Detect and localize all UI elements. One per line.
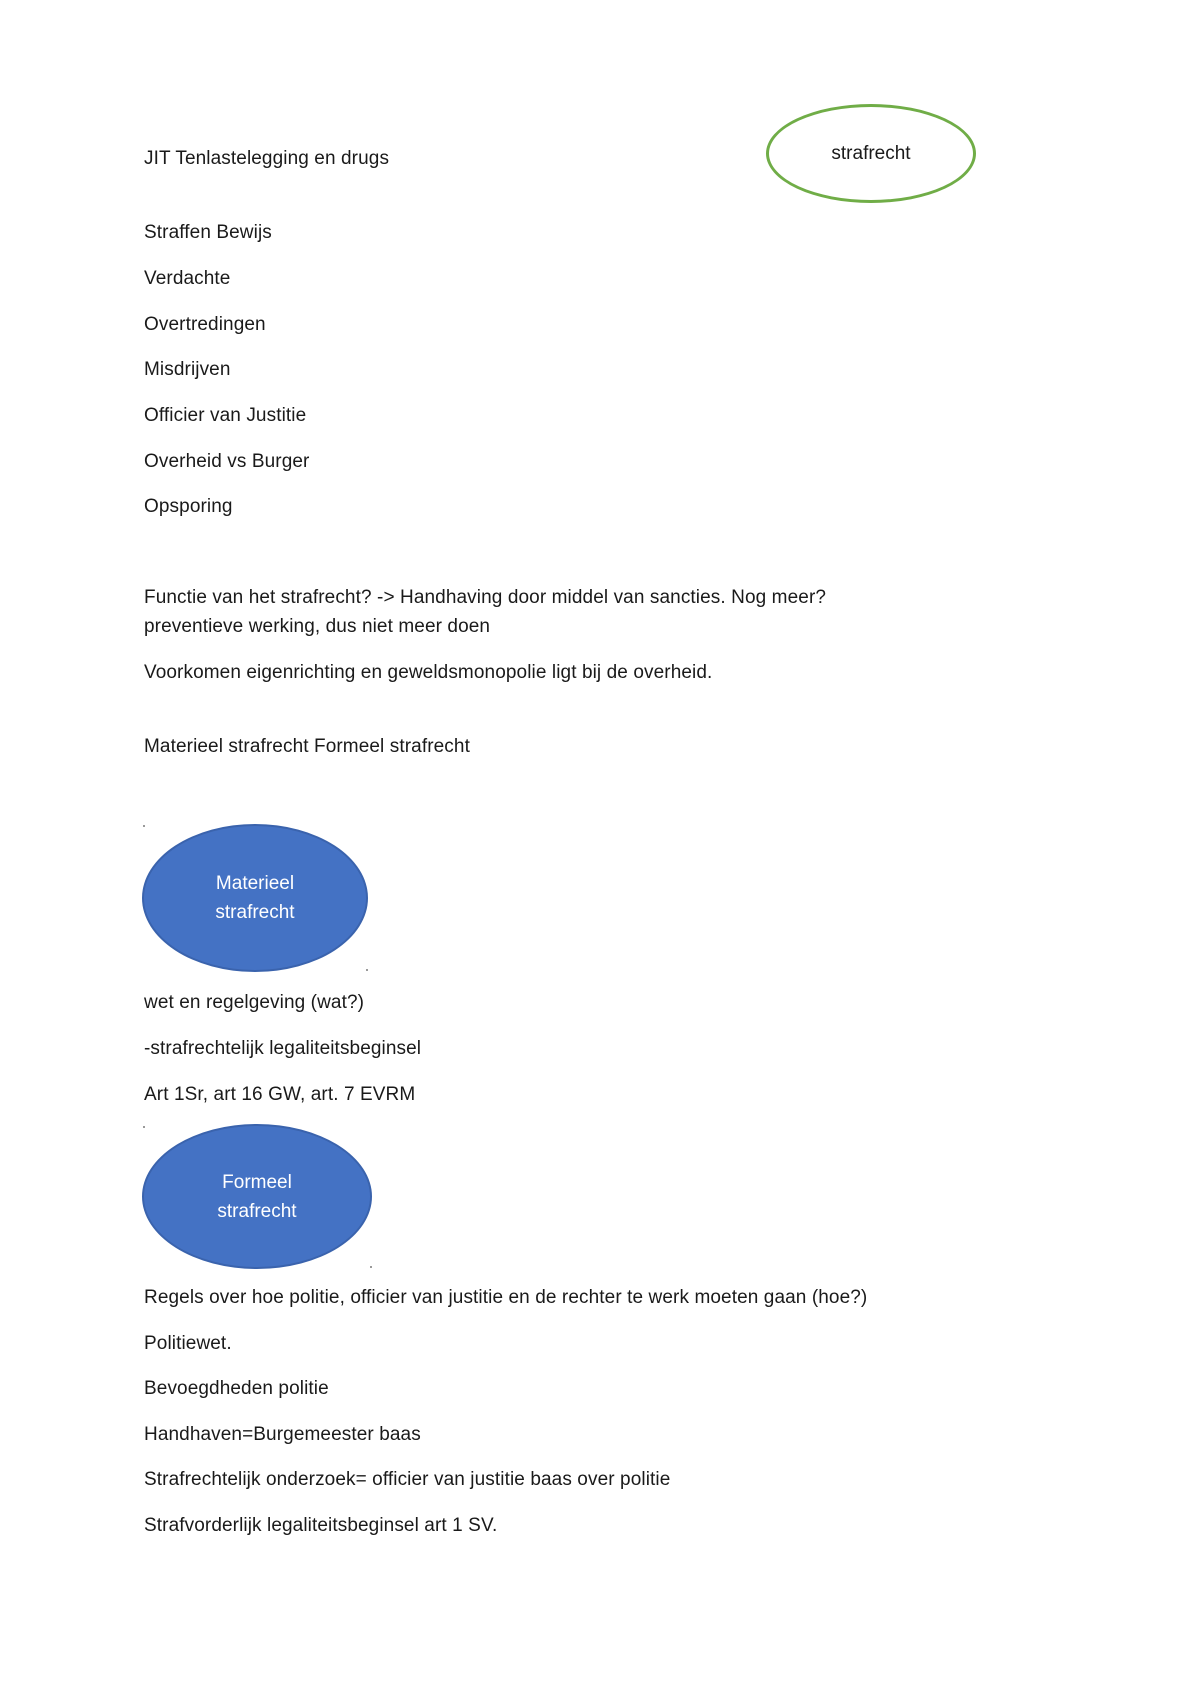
materieel-ellipse-label-2: strafrecht: [215, 902, 295, 923]
anchor-dot: [370, 1266, 372, 1268]
strafrecht-badge-label: strafrecht: [831, 143, 911, 164]
types-line: Materieel strafrecht Formeel strafrecht: [144, 736, 470, 757]
prevention-line: Voorkomen eigenrichting en geweldsmonopolie ligt bij de overheid.: [144, 662, 713, 683]
formeel-note: Strafvorderlijk legaliteitsbeginsel art 1 SV.: [144, 1515, 498, 1536]
formeel-ellipse: [142, 1124, 372, 1269]
topic-line: Overtredingen: [144, 314, 266, 335]
topic-line: Misdrijven: [144, 359, 231, 380]
topic-line: Overheid vs Burger: [144, 451, 310, 472]
formeel-note: Politiewet.: [144, 1333, 232, 1354]
topic-line: Verdachte: [144, 268, 231, 289]
formeel-note: Strafrechtelijk onderzoek= officier van justitie baas over politie: [144, 1469, 671, 1490]
strafrecht-badge: [766, 104, 976, 203]
materieel-note: Art 1Sr, art 16 GW, art. 7 EVRM: [144, 1084, 416, 1105]
materieel-ellipse-label-1: Materieel: [215, 873, 295, 894]
formeel-note: Handhaven=Burgemeester baas: [144, 1424, 421, 1445]
topic-line: Officier van Justitie: [144, 405, 307, 426]
anchor-dot: [366, 969, 368, 971]
formeel-ellipse-label-2: strafrecht: [217, 1200, 297, 1222]
function-line-2: preventieve werking, dus niet meer doen: [144, 616, 491, 637]
document-title: JIT Tenlastelegging en drugs: [144, 148, 390, 169]
materieel-note: -strafrechtelijk legaliteitsbeginsel: [144, 1038, 422, 1059]
materieel-note: wet en regelgeving (wat?): [144, 992, 365, 1013]
topic-line: Straffen Bewijs: [144, 222, 272, 243]
formeel-note: Regels over hoe politie, officier van justitie en de rechter te werk moeten gaan (hoe?): [144, 1287, 868, 1308]
function-line-1: Functie van het strafrecht? -> Handhaving door middel van sancties. Nog meer?: [144, 587, 827, 608]
anchor-dot: [143, 825, 145, 827]
anchor-dot: [143, 1126, 145, 1128]
formeel-note: Bevoegdheden politie: [144, 1378, 329, 1399]
materieel-ellipse: [142, 824, 368, 972]
formeel-ellipse-label-1: Formeel: [222, 1171, 292, 1193]
topic-line: Opsporing: [144, 496, 233, 517]
